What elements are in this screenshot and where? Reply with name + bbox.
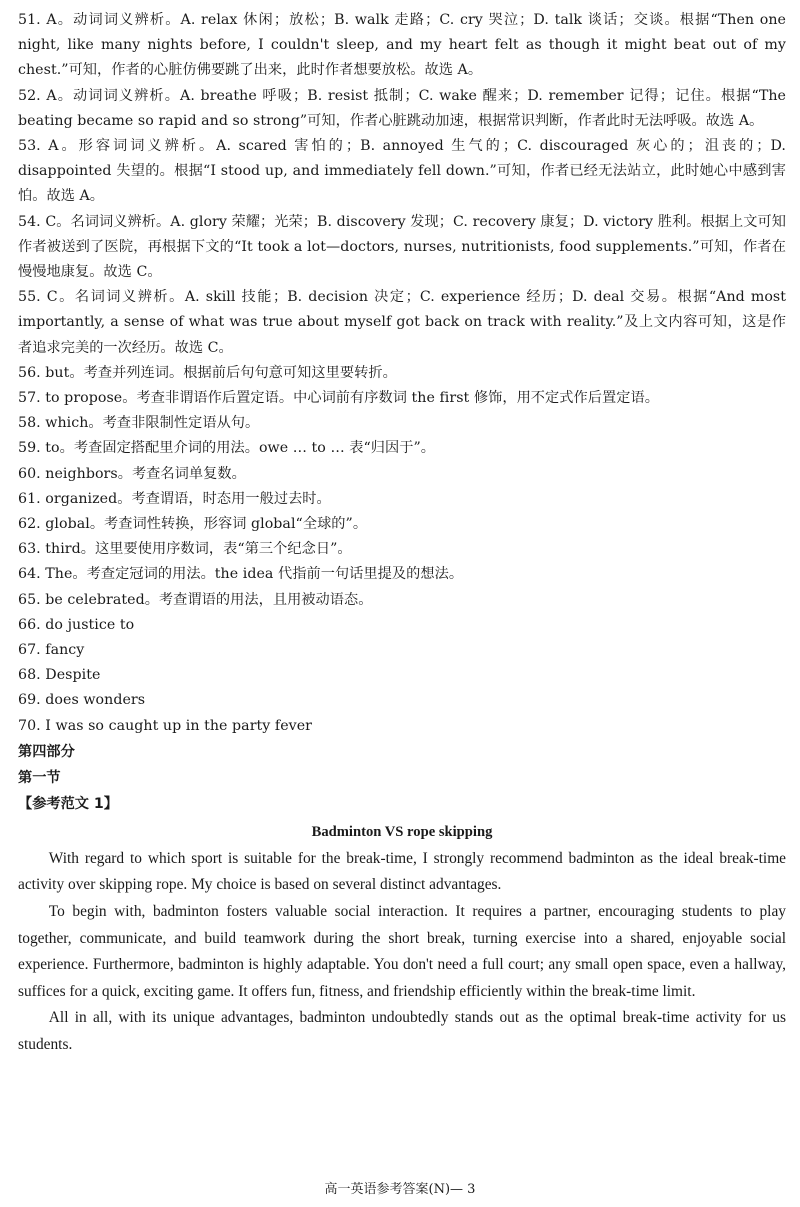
page-footer: 高一英语参考答案(N)— 3 (324, 1182, 476, 1197)
answer-number: 52. (18, 87, 41, 104)
answer-number: 62. (18, 516, 41, 533)
answer-item-54 (18, 210, 786, 286)
answer-sheet (18, 8, 786, 1059)
answer-item-52 (18, 84, 786, 134)
answer-text: A。形容词词义辨析。A. scared 害怕的；B. annoyed 生气的；C. discouraged 灰心的；沮丧的；D. disappointed 失望的。根据“I stood up, and immediately fell down.”可知，作者已经无法站立，此时她心中感到害怕。故选 A。 (18, 138, 786, 205)
answer-number: 53. (18, 138, 41, 155)
answer-number: 61. (18, 490, 41, 507)
answer-number: 67. (18, 642, 41, 659)
answer-number: 54. (18, 213, 41, 230)
answer-item-53 (18, 134, 786, 210)
essay-paragraph: With regard to which sport is suitable for the break-time, I strongly recommend badminton as the ideal break-time activity over skipping rope. My choice is based on several distinct advantages. (18, 849, 786, 894)
answer-number: 63. (18, 541, 41, 558)
answer-item-63 (18, 537, 786, 562)
answer-item-62 (18, 512, 786, 537)
answer-text: A。动词词义辨析。A. relax 休闲；放松；B. walk 走路；C. cry 哭泣；D. talk 谈话；交谈。根据“Then one night, like many nights before, I couldn't sleep, and my heart felt as though it might beat out of my chest.”可知，作者的心脏仿佛要跳了出来，此时作者想要放松。故选 A。 (18, 12, 786, 79)
answer-text: I was so caught up in the party fever (45, 717, 312, 734)
answer-item-59 (18, 436, 786, 461)
answer-item-61 (18, 487, 786, 512)
answer-text: C。名词词义辨析。A. glory 荣耀；光荣；B. discovery 发现；C. recovery 康复；D. victory 胜利。根据上文可知作者被送到了医院，再根据下文的“It took a lot—doctors, nurses, nutritionists, food supplements.”可知，作者在慢慢地康复。故选 C。 (18, 213, 786, 281)
answer-item-69 (18, 688, 786, 713)
answer-item-60 (18, 462, 786, 487)
answer-item-57 (18, 386, 786, 411)
answer-item-58 (18, 411, 786, 436)
answer-text: Despite (45, 667, 101, 684)
sample-essay (18, 819, 786, 1059)
answer-item-68 (18, 663, 786, 688)
answer-item-70 (18, 714, 786, 739)
answer-number: 51. (18, 12, 41, 28)
answer-item-56 (18, 361, 786, 386)
answer-number: 57. (18, 390, 41, 407)
answer-text: fancy (45, 642, 85, 659)
answer-text: does wonders (45, 692, 146, 709)
answer-text: do justice to (45, 616, 135, 633)
answer-number: 65. (18, 591, 41, 608)
answer-text: be celebrated。考查谓语的用法，且用被动语态。 (45, 591, 373, 608)
answer-text: which。考查非限制性定语从句。 (45, 415, 260, 432)
answer-list (18, 8, 786, 739)
answer-text: The。考查定冠词的用法。the idea 代指前一句话里提及的想法。 (45, 566, 464, 583)
subsection-heading: 第一节 (18, 769, 61, 786)
answer-number: 59. (18, 440, 41, 457)
answer-item-55 (18, 285, 786, 361)
answer-text: but。考查并列连词。根据前后句句意可知这里要转折。 (45, 364, 397, 381)
answer-text: A。动词词义辨析。A. breathe 呼吸；B. resist 抵制；C. wake 醒来；D. remember 记得；记住。根据“The beating became so rapid and so strong”可知，作者心脏跳动加速，根据常识判断，作者此时无法呼吸。故选 A。 (18, 87, 787, 129)
answer-text: neighbors。考查名词单复数。 (45, 465, 246, 482)
answer-item-51 (18, 8, 786, 84)
answer-number: 66. (18, 616, 41, 633)
sample-essay-label: 【参考范文 1】 (18, 795, 118, 812)
answer-text: to。考查固定搭配里介词的用法。owe … to … 表“归因于”。 (45, 440, 436, 457)
answer-item-65 (18, 588, 786, 613)
answer-number: 69. (18, 692, 41, 709)
essay-paragraph: All in all, with its unique advantages, badminton undoubtedly stands out as the optimal break-time activity for us students. (18, 1009, 786, 1054)
answer-number: 55. (18, 289, 41, 306)
essay-paragraph: To begin with, badminton fosters valuable social interaction. It requires a partner, encouraging students to play together, communicate, and build teamwork during the short break, turning exercise into a shared, enjoyable social experience. Furthermore, badminton is highly adaptable. You don't need a full court; any small open space, even a hallway, suffices for a quick, exciting game. It offers fun, fitness, and friendship efficiently within the break-time limit. (18, 903, 786, 1000)
answer-text: global。考查词性转换，形容词 global“全球的”。 (45, 516, 368, 533)
essay-title: Badminton VS rope skipping (311, 823, 493, 840)
answer-number: 68. (18, 667, 41, 684)
part-heading: 第四部分 (18, 743, 75, 760)
answer-text: to propose。考查非谓语作后置定语。中心词前有序数词 the first 修饰，用不定式作后置定语。 (45, 390, 659, 407)
answer-number: 56. (18, 364, 41, 381)
answer-text: third。这里要使用序数词，表“第三个纪念日”。 (45, 541, 352, 558)
answer-text: organized。考查谓语，时态用一般过去时。 (45, 490, 331, 507)
answer-number: 70. (18, 717, 41, 734)
answer-item-67 (18, 638, 786, 663)
answer-number: 60. (18, 465, 41, 482)
answer-number: 58. (18, 415, 41, 432)
answer-item-66 (18, 613, 786, 638)
answer-number: 64. (18, 566, 41, 583)
answer-text: C。名词词义辨析。A. skill 技能；B. decision 决定；C. experience 经历；D. deal 交易。根据“And most importantly, a sense of what was true about myself got back on track with reality.”及上文内容可知，这是作者追求完美的一次经历。故选 C。 (18, 289, 787, 356)
answer-item-64 (18, 562, 786, 587)
